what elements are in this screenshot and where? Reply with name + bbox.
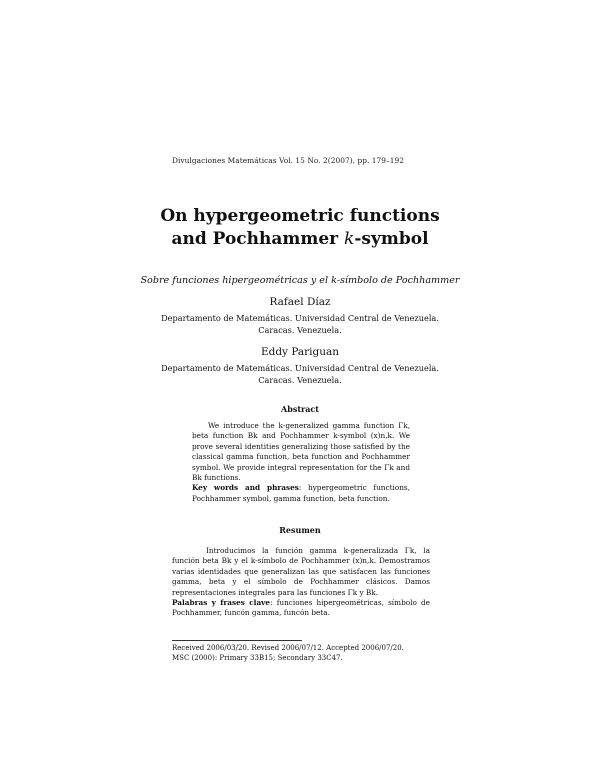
resumen-keywords-label: Palabras y frases clave — [172, 598, 271, 608]
resumen-text: Introducimos la función gamma k-generalizada Γk, la función beta Bk y el k-símbolo de Pochhammer (x)n,k. Demostramos varias identidades que generalizan las que satisfacen las funciones gamma, beta y el símbolo de Pochhammer clásicos. Damos representaciones integrales para las funciones Γk y Bk. — [172, 546, 430, 597]
title-line-2-prefix: and Pochhammer — [171, 229, 345, 249]
footnote-rule — [172, 640, 302, 641]
footnote-msc: MSC (2000): Primary 33B15; Secondary 33C47. — [172, 653, 343, 662]
abstract-heading: Abstract — [281, 404, 319, 414]
affiliation-1-line-2: Caracas. Venezuela. — [258, 325, 342, 335]
abstract-keywords-label: Key words and phrases — [192, 483, 299, 493]
affiliation-1-line-1: Departamento de Matemáticas. Universidad Central de Venezuela. — [161, 313, 439, 323]
affiliation-2-line-2: Caracas. Venezuela. — [258, 375, 342, 385]
author-name-1: Rafael Díaz — [269, 296, 331, 308]
paper-title — [0, 205, 600, 251]
resumen-keywords-text: : funciones hipergeométricas, símbolo de Pochhammer, funcón gamma, funcón beta. — [172, 598, 431, 618]
footnote-dates: Received 2006/03/20. Revised 2006/07/12. Accepted 2006/07/20. — [172, 644, 404, 652]
footnote — [172, 644, 472, 663]
abstract-text: We introduce the k-generalized gamma function Γk, beta function Bk and Pochhammer k-symbol (x)n,k. We prove several identities generalizing those satisfied by the classical gamma function, beta function and Pochhammer symbol. We provide integral representation for the Γk and Bk functions. — [192, 421, 410, 483]
spanish-subtitle: Sobre funciones hipergeométricas y el k-símbolo de Pochhammer — [140, 275, 460, 286]
resumen-body — [172, 546, 430, 619]
running-header: Divulgaciones Matemáticas Vol. 15 No. 2(2007), pp. 179–192 — [172, 156, 405, 165]
abstract-keywords-text: : hypergeometric functions, Pochhammer symbol, gamma function, beta function. — [192, 483, 410, 503]
author-affiliation-1 — [0, 312, 600, 336]
author-name-2: Eddy Pariguan — [260, 346, 340, 358]
title-line-2 — [0, 228, 600, 251]
resumen-heading: Resumen — [279, 525, 321, 535]
author-affiliation-2 — [0, 362, 600, 386]
title-line-2-suffix: -symbol — [354, 229, 429, 249]
affiliation-2-line-1: Departamento de Matemáticas. Universidad Central de Venezuela. — [161, 363, 439, 373]
abstract-body — [192, 421, 410, 504]
title-line-1: On hypergeometric functions — [160, 206, 440, 226]
title-k-symbol: k — [344, 229, 355, 249]
